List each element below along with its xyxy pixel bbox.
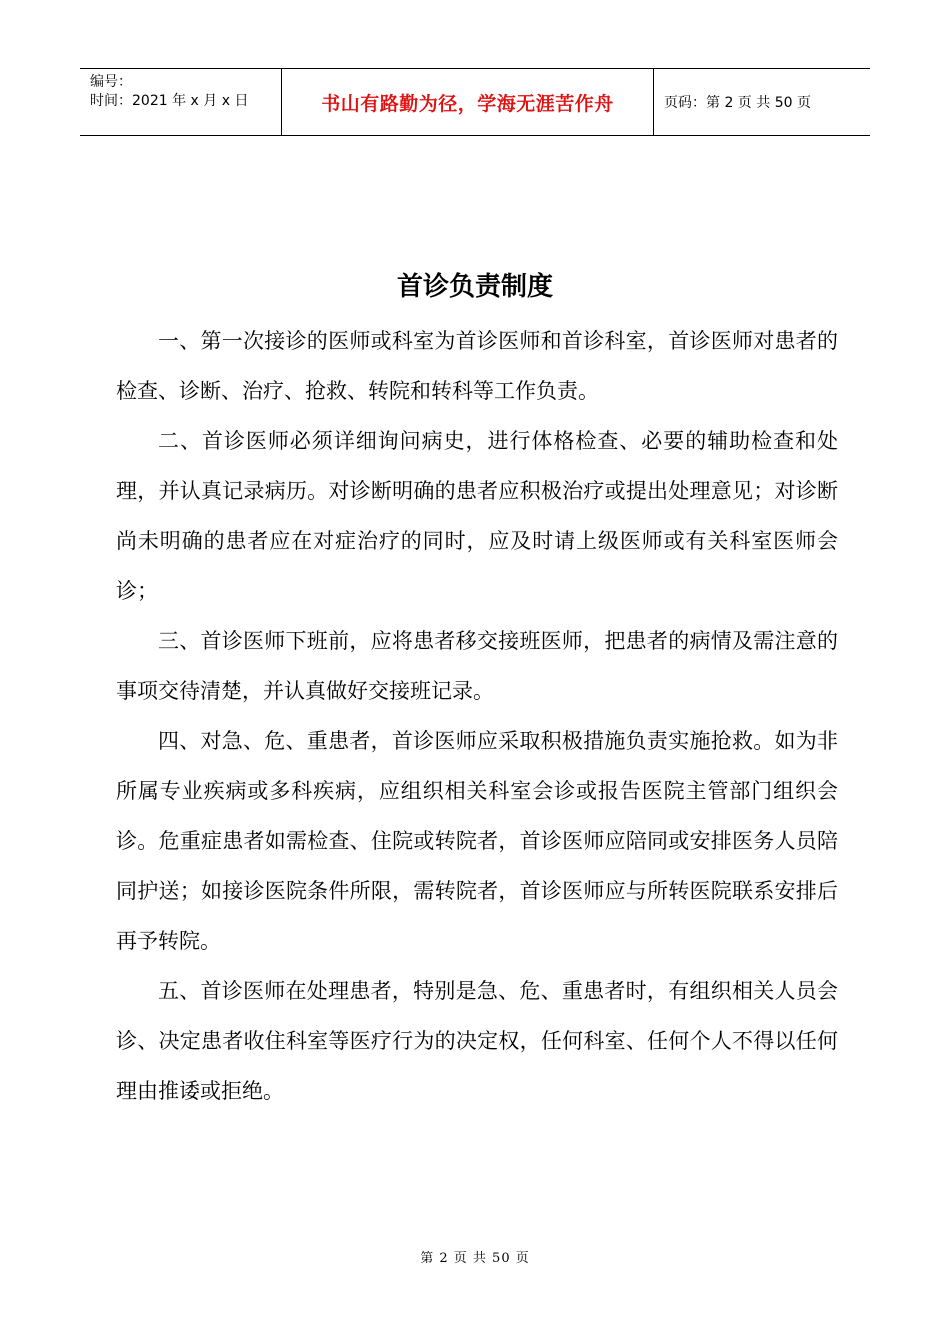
paragraph-4: 四、对急、危、重患者，首诊医师应采取积极措施负责实施抢救。如为非所属专业疾病或多科疾病，应组织相关科室会诊或报告医院主管部门组织会诊。危重症患者如需检查、住院或转院者，首诊医师应陪同或安排医务人员陪同护送；如接诊医院条件所限，需转院者，首诊医师应与所转医院联系安排后再予转院。 [116,729,838,953]
paragraph-5: 五、首诊医师在处理患者，特别是急、危、重患者时，有组织相关人员会诊、决定患者收住科室等医疗行为的决定权，任何科室、任何个人不得以任何理由推诿或拒绝。 [116,979,838,1103]
document-body [116,316,838,1116]
time-label: 时间：2021 年 x 月 x 日 [90,93,249,109]
page-info-text: 页码：第 2 页 共 50 页 [664,95,811,111]
header-page-info [654,69,870,135]
code-label: 编号： [90,74,132,90]
paragraph-1: 一、第一次接诊的医师或科室为首诊医师和首诊科室，首诊医师对患者的检查、诊断、治疗、抢救、转院和转科等工作负责。 [116,329,838,403]
document-header [80,68,870,136]
document-title: 首诊负责制度 [396,272,553,302]
header-motto-cell [281,69,654,135]
paragraph-2: 二、首诊医师必须详细询问病史，进行体格检查、必要的辅助检查和处理，并认真记录病历。对诊断明确的患者应积极治疗或提出处理意见；对诊断尚未明确的患者应在对症治疗的同时，应及时请上级医师或有关科室医师会诊； [116,429,838,603]
page-footer: 第 2 页 共 50 页 [420,1251,530,1266]
motto-text: 书山有路勤为径，学海无涯苦作舟 [321,92,614,115]
paragraph-3: 三、首诊医师下班前，应将患者移交接班医师，把患者的病情及需注意的事项交待清楚，并认真做好交接班记录。 [116,629,838,703]
header-meta [80,69,281,135]
